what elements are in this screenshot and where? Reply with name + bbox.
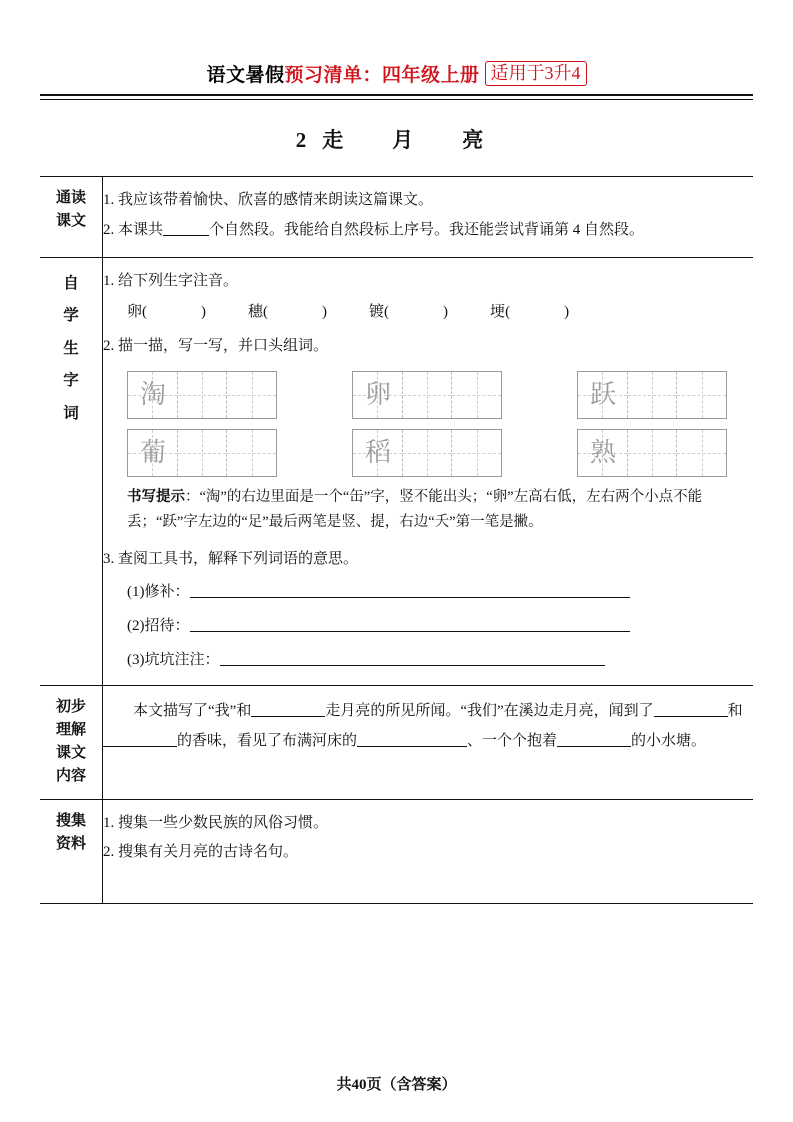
label-line: 学 [63, 307, 79, 325]
definition-blank[interactable] [220, 665, 605, 666]
pinyin-cell[interactable]: 镀( ) [369, 304, 449, 321]
definition-line [127, 613, 753, 641]
definition-line [127, 579, 753, 607]
cloze-paragraph [103, 696, 753, 756]
label-line: 内容 [55, 768, 86, 785]
grid-cell[interactable] [628, 430, 678, 476]
table-row [40, 257, 753, 685]
newwords-task-3: 3. 查阅工具书，解释下列词语的意思。 [103, 550, 359, 567]
table-row [40, 177, 753, 258]
header-title [206, 60, 479, 87]
trace-character: 卵 [364, 379, 391, 409]
trace-character: 熟 [589, 437, 616, 467]
research-item-2: 2. 搜集有关月亮的古诗名句。 [103, 844, 299, 861]
newwords-task-1: 1. 给下列生字注音。 [103, 272, 239, 289]
grid-row [127, 371, 727, 419]
label-line: 搜集 [55, 812, 86, 829]
cloze-part: 本文描写了“我”和 [133, 702, 252, 719]
label-line: 通读 [55, 190, 86, 206]
label-line: 字 [63, 372, 79, 390]
section-body-reading [103, 177, 754, 258]
label-line: 初步 [55, 698, 86, 715]
trace-character: 稻 [364, 437, 391, 467]
pinyin-cell[interactable]: 卵( ) [127, 304, 207, 321]
header-title-red: 预习清单：四年级上册 [284, 65, 480, 86]
table-row [40, 799, 753, 904]
cloze-part: 的香味，看见了布满河床的 [177, 732, 358, 749]
definition-label: (3)坑坑注注： [127, 651, 220, 668]
tianzige-box[interactable] [127, 429, 277, 477]
label-line: 词 [63, 404, 79, 422]
definition-label: (2)招待： [127, 618, 190, 634]
definition-label: (1)修补： [127, 584, 190, 601]
grid-cell[interactable] [178, 372, 228, 418]
newwords-task-2: 2. 描一描，写一写，并口头组词。 [103, 338, 329, 354]
trace-character: 葡 [139, 437, 166, 467]
section-label-newwords [40, 257, 103, 685]
writing-tip-label: 书写提示 [127, 488, 185, 505]
header-badge: 适用于3升4 [485, 61, 587, 86]
cloze-blank[interactable] [557, 746, 631, 747]
writing-tip [127, 485, 727, 536]
section-body-comprehension [103, 685, 754, 799]
grid-cell[interactable] [227, 430, 276, 476]
grid-cell[interactable] [227, 372, 276, 418]
grid-cell[interactable] [677, 372, 726, 418]
pinyin-answer-row [127, 299, 753, 327]
character-practice-grid [127, 371, 747, 477]
cloze-blank[interactable] [357, 746, 467, 747]
cloze-blank[interactable] [251, 716, 325, 717]
definition-line [127, 647, 753, 675]
worksheet-table [40, 176, 753, 904]
pinyin-cell[interactable]: 埂( ) [490, 304, 570, 321]
grid-cell[interactable] [403, 430, 453, 476]
label-line: 课文 [55, 213, 86, 230]
header-title-black: 语文暑假 [206, 65, 285, 86]
pinyin-char: 卵 [127, 304, 143, 321]
label-line: 课文 [55, 745, 86, 761]
label-line: 资料 [55, 835, 86, 852]
section-label-research [40, 799, 103, 904]
definition-blank[interactable] [190, 631, 630, 632]
section-body-research [103, 799, 754, 904]
tianzige-box[interactable] [577, 429, 727, 477]
research-item-1: 1. 搜集一些少数民族的风俗习惯。 [103, 814, 329, 831]
table-row [40, 685, 753, 799]
reading-item-2: 2. 本课共 个自然段。我能给自然段标上序号。我还能尝试背诵第 4 自然段。 [103, 221, 645, 238]
cloze-part: 走月亮的所见所闻。“我们”在溪边走月亮，闻到了 [325, 702, 654, 719]
label-line: 理解 [55, 721, 86, 738]
grid-cell[interactable] [178, 430, 228, 476]
label-line: 生 [63, 339, 79, 357]
section-body-newwords [103, 257, 754, 685]
fill-blank[interactable] [163, 235, 209, 236]
grid-cell[interactable] [628, 372, 678, 418]
grid-cell[interactable] [677, 430, 726, 476]
tianzige-box[interactable] [577, 371, 727, 419]
trace-character: 跃 [589, 379, 616, 409]
grid-row [127, 429, 727, 477]
cloze-part: 的小水塘。 [631, 732, 707, 749]
cloze-part: 、一个个抱着 [467, 732, 558, 749]
cloze-part: 和 [727, 702, 743, 719]
grid-cell[interactable] [452, 430, 501, 476]
pinyin-char: 镀 [369, 304, 385, 321]
section-label-comprehension [40, 685, 103, 799]
lesson-number: 2 [295, 128, 309, 152]
lesson-title: 走 月 亮 [322, 128, 498, 152]
tianzige-box[interactable] [127, 371, 277, 419]
tianzige-box[interactable] [352, 371, 502, 419]
pinyin-char: 埂 [490, 304, 506, 321]
reading-item-1: 1. 我应该带着愉快、欣喜的感情来朗读这篇课文。 [103, 192, 434, 208]
pinyin-cell[interactable]: 穗( ) [248, 304, 328, 321]
header-divider [40, 94, 753, 100]
trace-character: 淘 [139, 379, 166, 409]
grid-cell[interactable] [403, 372, 453, 418]
page-footer: 共40页（含答案） [336, 1077, 457, 1093]
definition-blank[interactable] [190, 597, 630, 598]
definition-list [127, 579, 753, 674]
section-label-reading [40, 177, 103, 258]
pinyin-char: 穗 [248, 304, 264, 321]
page-title [40, 124, 753, 154]
writing-tip-text: ：“淘”的右边里面是一个“缶”字，竖不能出头；“卵”左高右低，左右两个小点不能丢；“跃”字左边的“足”最后两笔是竖、提，右边“夭”第一笔是撇。 [127, 488, 703, 531]
grid-cell[interactable] [452, 372, 501, 418]
cloze-blank[interactable] [103, 746, 177, 747]
cloze-blank[interactable] [654, 716, 728, 717]
label-line: 自 [63, 274, 79, 292]
tianzige-box[interactable] [352, 429, 502, 477]
page-header [40, 0, 753, 87]
